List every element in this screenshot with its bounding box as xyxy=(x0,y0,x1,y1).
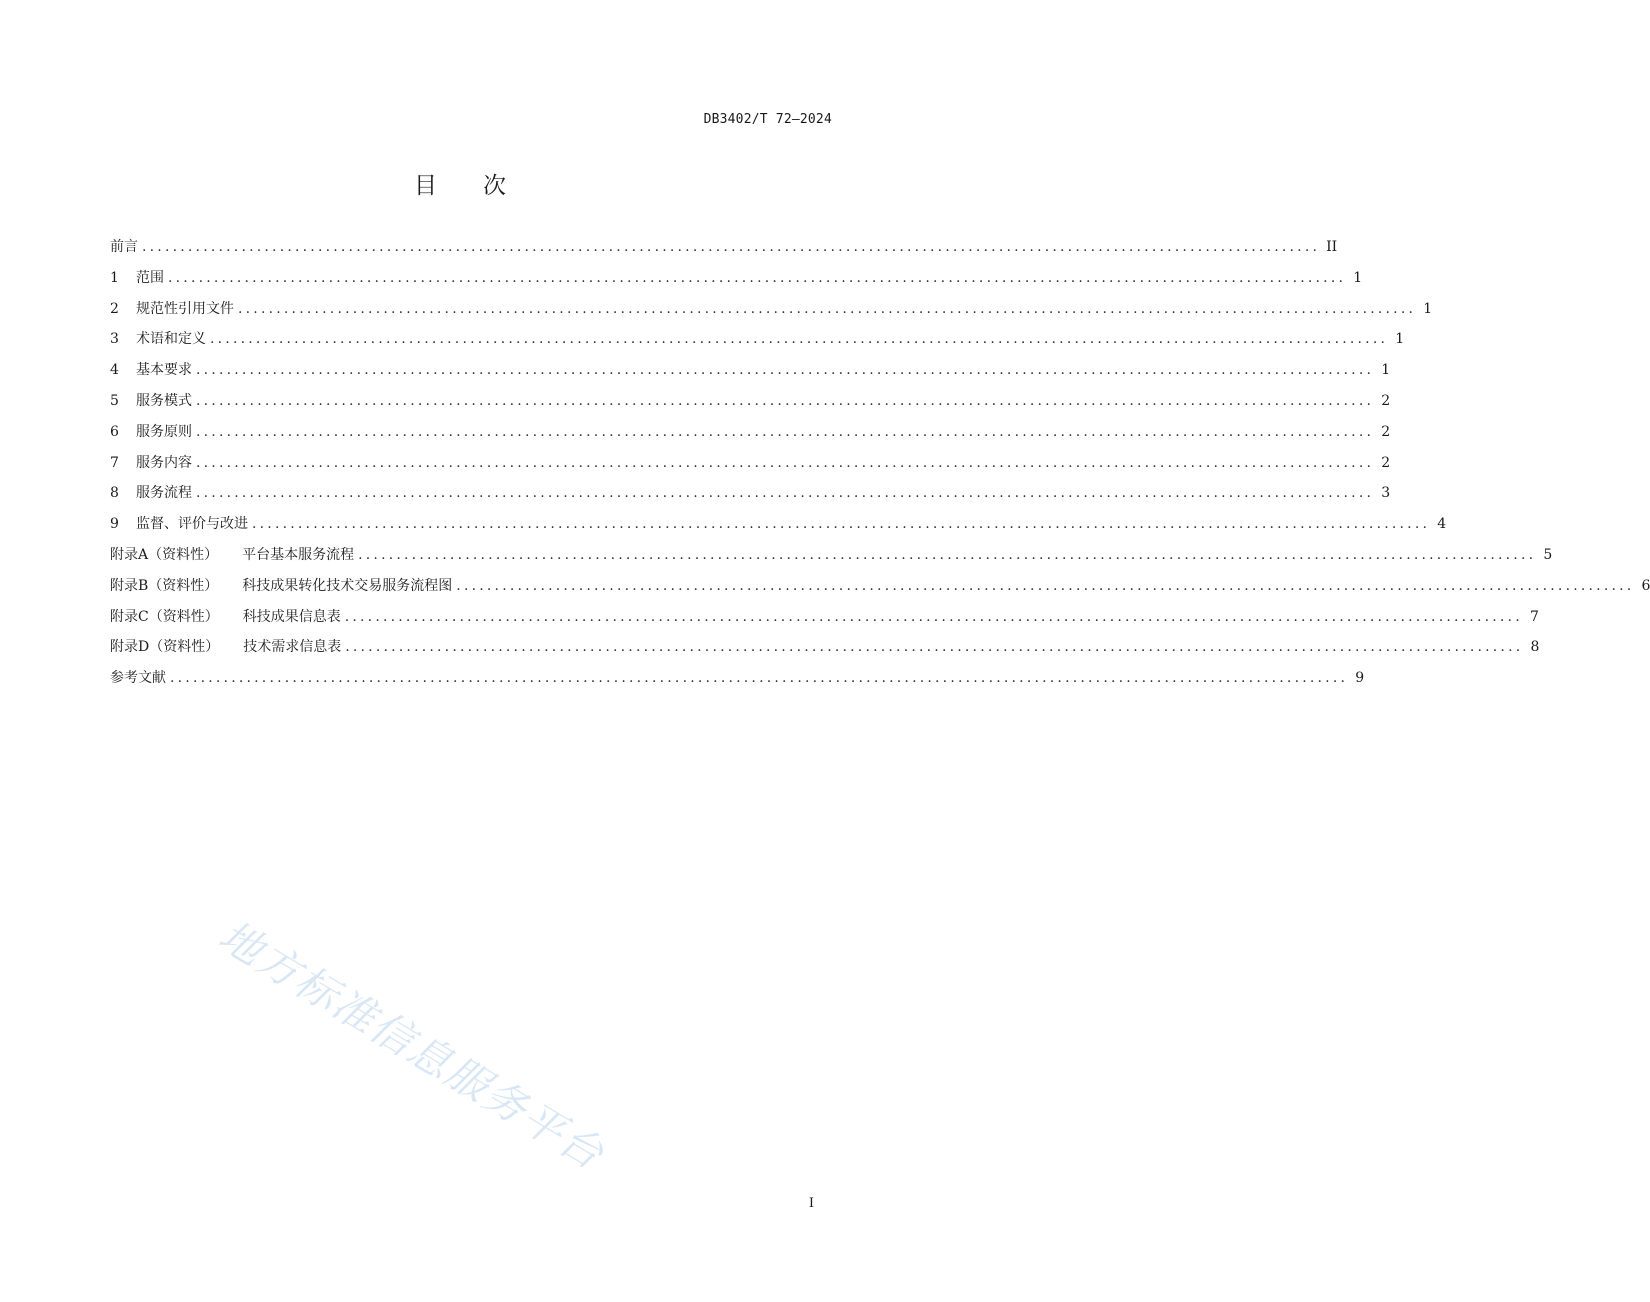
toc-entry-leader: .......................................................................................................................................................... xyxy=(238,300,1417,317)
toc-entry-terms-definitions[interactable] xyxy=(110,329,1405,360)
toc-entry-leader: .......................................................................................................................................................... xyxy=(196,392,1375,409)
toc-entry-number: 5 xyxy=(110,392,119,409)
toc-entry-appendix-label: 附录C（资料性） xyxy=(110,608,219,625)
toc-entry-supervision[interactable] xyxy=(110,514,1447,545)
toc-entry-label: 范围 xyxy=(136,269,164,286)
toc-entry-label: 服务模式 xyxy=(136,392,192,409)
toc-entry-page: 6 xyxy=(1641,577,1650,594)
toc-entry-page: 7 xyxy=(1529,608,1539,625)
toc-entry-appendix-b[interactable] xyxy=(110,576,1650,607)
toc-list xyxy=(110,237,1650,699)
toc-entry-number: 6 xyxy=(110,423,119,440)
toc-entry-leader: .......................................................................................................................................................... xyxy=(170,670,1349,687)
toc-entry-leader: .......................................................................................................................................................... xyxy=(196,362,1375,379)
toc-entry-page: II xyxy=(1326,239,1338,255)
toc-entry-label: 基本要求 xyxy=(136,362,192,379)
toc-entry-page: 4 xyxy=(1437,516,1447,533)
page-number: I xyxy=(808,1196,814,1211)
toc-entry-label: 监督、评价与改进 xyxy=(136,516,248,533)
toc-entry-leader: .......................................................................................................................................................... xyxy=(252,516,1431,533)
toc-entry-page: 1 xyxy=(1353,269,1363,286)
toc-entry-page: 2 xyxy=(1381,454,1391,471)
toc-title xyxy=(0,167,920,200)
toc-entry-appendix-c[interactable] xyxy=(110,607,1539,638)
toc-entry-label: 服务内容 xyxy=(136,454,192,471)
toc-entry-number: 9 xyxy=(110,516,119,533)
toc-entry-scope[interactable] xyxy=(110,268,1363,299)
toc-entry-appendix-label: 附录D（资料性） xyxy=(110,639,220,656)
toc-entry-normative-references[interactable] xyxy=(110,299,1433,330)
document-code: DB3402/T 72—2024 xyxy=(703,112,832,127)
toc-entry-label: 科技成果信息表 xyxy=(242,608,341,625)
watermark-text: 地方标准信息服务平台 xyxy=(210,910,614,1180)
toc-entry-label: 技术需求信息表 xyxy=(243,639,342,656)
toc-entry-appendix-label: 附录A（资料性） xyxy=(110,546,219,563)
toc-entry-page: 2 xyxy=(1381,423,1391,440)
toc-entry-number: 4 xyxy=(110,362,119,379)
toc-entry-label: 科技成果转化技术交易服务流程图 xyxy=(242,577,453,594)
toc-entry-number: 7 xyxy=(110,454,119,471)
toc-entry-page: 1 xyxy=(1381,362,1391,379)
toc-entry-label: 服务原则 xyxy=(136,423,192,440)
toc-entry-leader: .......................................................................................................................................................... xyxy=(196,454,1375,471)
toc-entry-leader: .......................................................................................................................................................... xyxy=(345,639,1524,656)
toc-entry-page: 1 xyxy=(1423,300,1433,317)
toc-entry-appendix-label: 附录B（资料性） xyxy=(110,577,219,594)
toc-entry-preface[interactable] xyxy=(110,237,1338,268)
toc-entry-number: 2 xyxy=(110,300,119,317)
toc-entry-leader: .......................................................................................................................................................... xyxy=(196,485,1375,502)
toc-entry-page: 3 xyxy=(1381,485,1391,502)
toc-entry-page: 1 xyxy=(1395,331,1405,348)
toc-entry-service-principles[interactable] xyxy=(110,422,1391,453)
toc-entry-appendix-a[interactable] xyxy=(110,545,1553,576)
toc-entry-page: 8 xyxy=(1530,639,1540,656)
toc-entry-appendix-d[interactable] xyxy=(110,637,1540,668)
toc-title-char-2: 次 xyxy=(483,173,506,200)
toc-entry-leader: .......................................................................................................................................................... xyxy=(456,577,1635,594)
toc-entry-bibliography[interactable] xyxy=(110,668,1365,699)
toc-entry-service-mode[interactable] xyxy=(110,391,1391,422)
toc-entry-number: 8 xyxy=(110,485,119,502)
toc-title-char-1: 目 xyxy=(414,173,437,200)
toc-entry-label: 服务流程 xyxy=(136,485,192,502)
toc-entry-basic-requirements[interactable] xyxy=(110,360,1391,391)
toc-entry-page: 2 xyxy=(1381,392,1391,409)
toc-entry-label: 规范性引用文件 xyxy=(136,300,234,317)
toc-entry-leader: .......................................................................................................................................................... xyxy=(142,239,1321,255)
toc-entry-leader: .......................................................................................................................................................... xyxy=(196,423,1375,440)
toc-entry-page: 9 xyxy=(1355,670,1365,687)
toc-entry-number: 3 xyxy=(110,331,119,348)
toc-entry-number: 1 xyxy=(110,269,119,286)
toc-entry-label: 参考文献 xyxy=(110,670,166,687)
toc-entry-service-content[interactable] xyxy=(110,453,1391,484)
toc-entry-leader: .......................................................................................................................................................... xyxy=(210,331,1389,348)
toc-entry-label: 前言 xyxy=(110,239,138,255)
toc-entry-leader: .......................................................................................................................................................... xyxy=(168,269,1347,286)
toc-entry-label: 术语和定义 xyxy=(136,331,206,348)
toc-entry-service-process[interactable] xyxy=(110,483,1391,514)
toc-entry-page: 5 xyxy=(1543,546,1553,563)
toc-entry-label: 平台基本服务流程 xyxy=(242,546,355,563)
toc-entry-leader: .......................................................................................................................................................... xyxy=(358,546,1537,563)
toc-entry-leader: .......................................................................................................................................................... xyxy=(344,608,1523,625)
